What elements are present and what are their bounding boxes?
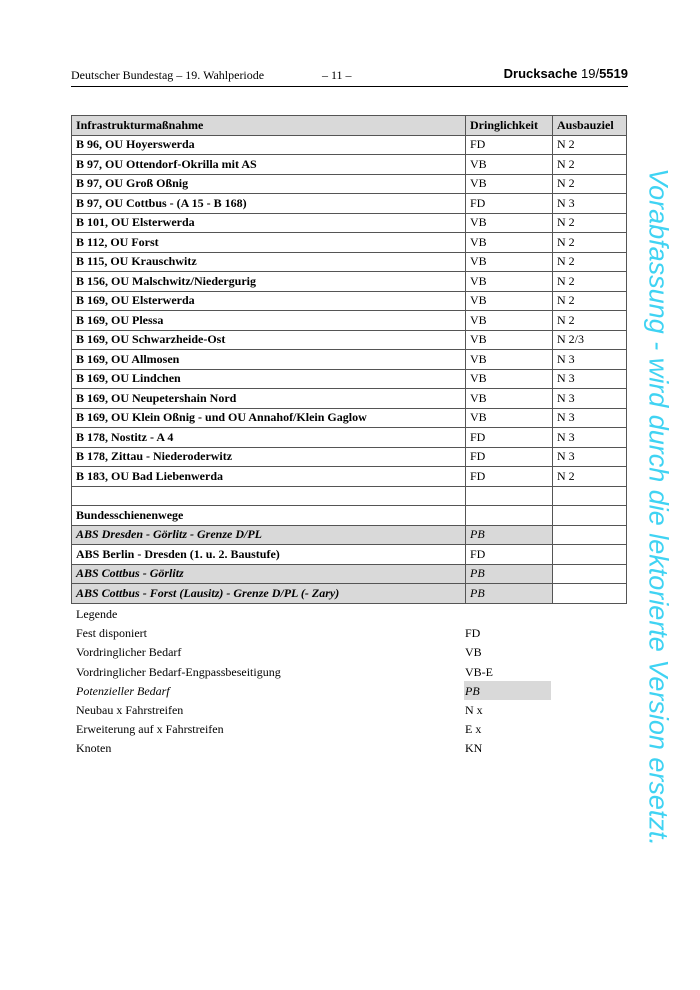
cell-urgency: VB — [466, 291, 553, 311]
cell-target: N 3 — [553, 389, 627, 409]
cell-target: N 2 — [553, 272, 627, 292]
legend-item — [71, 700, 627, 719]
legend-item — [71, 738, 627, 757]
cell-measure: B 178, Nostitz - A 4 — [72, 428, 466, 448]
page-number: – 11 – — [322, 68, 352, 82]
legend-item — [71, 719, 627, 738]
cell-urgency: VB — [466, 350, 553, 370]
legend-label: Potenzieller Bedarf — [76, 683, 170, 698]
cell-measure: ABS Dresden - Görlitz - Grenze D/PL — [72, 525, 466, 545]
table-empty-row — [72, 486, 627, 506]
column-header-urgency: Dringlichkeit — [466, 116, 553, 136]
cell-urgency: PB — [466, 564, 553, 584]
cell-target: N 2 — [553, 233, 627, 253]
cell-measure: B 169, OU Neupetershain Nord — [72, 389, 466, 409]
legend-code: KN — [465, 741, 483, 756]
cell-target: N 2 — [553, 135, 627, 155]
infrastructure-table — [71, 115, 627, 604]
cell-measure: B 169, OU Plessa — [72, 311, 466, 331]
table-row — [72, 564, 627, 584]
cell-measure: B 169, OU Lindchen — [72, 369, 466, 389]
legend-item — [71, 623, 627, 642]
table-row — [72, 525, 627, 545]
table-row — [72, 428, 627, 448]
cell-measure: ABS Berlin - Dresden (1. u. 2. Baustufe) — [72, 545, 466, 565]
cell-target: N 2 — [553, 291, 627, 311]
empty-cell — [72, 486, 466, 506]
empty-cell — [553, 506, 627, 526]
cell-urgency: FD — [466, 447, 553, 467]
legend-item — [71, 642, 627, 661]
cell-measure: B 112, OU Forst — [72, 233, 466, 253]
table-row — [72, 350, 627, 370]
cell-target — [553, 564, 627, 584]
cell-urgency: FD — [466, 135, 553, 155]
legend-label: Vordringlicher Bedarf — [76, 645, 182, 660]
cell-target: N 3 — [553, 350, 627, 370]
cell-measure: B 97, OU Groß Oßnig — [72, 174, 466, 194]
cell-target: N 2 — [553, 155, 627, 175]
table-row — [72, 584, 627, 604]
cell-measure: B 101, OU Elsterwerda — [72, 213, 466, 233]
cell-urgency: PB — [466, 584, 553, 604]
table-row — [72, 252, 627, 272]
cell-target: N 2 — [553, 467, 627, 487]
cell-target: N 2 — [553, 252, 627, 272]
cell-urgency: VB — [466, 155, 553, 175]
legend-label: Neubau x Fahrstreifen — [76, 702, 184, 717]
cell-measure: B 169, OU Allmosen — [72, 350, 466, 370]
table-row — [72, 545, 627, 565]
legend-item — [71, 662, 627, 681]
cell-target: N 3 — [553, 447, 627, 467]
table-row — [72, 272, 627, 292]
cell-urgency: FD — [466, 428, 553, 448]
cell-target — [553, 545, 627, 565]
table-row — [72, 174, 627, 194]
legend-code: VB-E — [465, 664, 493, 679]
column-header-target: Ausbauziel — [553, 116, 627, 136]
cell-measure: B 115, OU Krauschwitz — [72, 252, 466, 272]
cell-target — [553, 584, 627, 604]
table-row — [72, 389, 627, 409]
table-row — [72, 233, 627, 253]
table-row — [72, 447, 627, 467]
publication-title: Deutscher Bundestag – 19. Wahlperiode — [71, 68, 265, 82]
cell-target: N 3 — [553, 408, 627, 428]
table-section-row — [72, 506, 627, 526]
legend-label: Fest disponiert — [76, 626, 147, 641]
legend-title-row — [71, 604, 627, 623]
cell-measure: B 183, OU Bad Liebenwerda — [72, 467, 466, 487]
cell-target: N 2 — [553, 213, 627, 233]
legend-code: VB — [465, 645, 482, 660]
empty-cell — [466, 486, 553, 506]
legend-code: N x — [465, 702, 483, 717]
table-row — [72, 194, 627, 214]
document-number-prefix: 19/ — [581, 66, 600, 81]
table-row — [72, 330, 627, 350]
document-label: Drucksache — [503, 66, 578, 81]
table-row — [72, 311, 627, 331]
cell-urgency: PB — [466, 525, 553, 545]
cell-target: N 2 — [553, 311, 627, 331]
table-row — [72, 135, 627, 155]
cell-measure: B 169, OU Schwarzheide-Ost — [72, 330, 466, 350]
cell-urgency: FD — [466, 467, 553, 487]
legend-label: Erweiterung auf x Fahrstreifen — [76, 722, 224, 737]
cell-urgency: VB — [466, 330, 553, 350]
cell-urgency: VB — [466, 311, 553, 331]
empty-cell — [466, 506, 553, 526]
cell-measure: B 97, OU Cottbus - (A 15 - B 168) — [72, 194, 466, 214]
cell-urgency: VB — [466, 252, 553, 272]
table-row — [72, 291, 627, 311]
table-row — [72, 213, 627, 233]
cell-target: N 2 — [553, 174, 627, 194]
table-row — [72, 155, 627, 175]
cell-target: N 3 — [553, 194, 627, 214]
column-header-measure: Infrastrukturmaßnahme — [72, 116, 466, 136]
cell-urgency: VB — [466, 408, 553, 428]
legend-label: Vordringlicher Bedarf-Engpassbeseitigung — [76, 664, 281, 679]
cell-target: N 3 — [553, 369, 627, 389]
legend-code: FD — [465, 626, 481, 641]
document-number-value: 5519 — [599, 66, 628, 81]
cell-urgency: VB — [466, 272, 553, 292]
watermark-text: Vorabfassung - wird durch die lektorierte Version ersetzt. — [643, 168, 674, 846]
cell-urgency: VB — [466, 389, 553, 409]
cell-urgency: FD — [466, 194, 553, 214]
legend-code: PB — [465, 683, 480, 698]
cell-measure: B 169, OU Klein Oßnig - und OU Annahof/Klein Gaglow — [72, 408, 466, 428]
legend — [71, 604, 627, 758]
cell-target: N 3 — [553, 428, 627, 448]
empty-cell — [553, 486, 627, 506]
cell-urgency: FD — [466, 545, 553, 565]
cell-measure: B 97, OU Ottendorf-Okrilla mit AS — [72, 155, 466, 175]
cell-urgency: VB — [466, 174, 553, 194]
cell-urgency: VB — [466, 213, 553, 233]
legend-code: E x — [465, 722, 482, 737]
cell-target — [553, 525, 627, 545]
table-row — [72, 408, 627, 428]
cell-measure: ABS Cottbus - Görlitz — [72, 564, 466, 584]
document-number — [504, 66, 628, 81]
cell-measure: B 169, OU Elsterwerda — [72, 291, 466, 311]
section-heading-rail: Bundesschienenwege — [72, 506, 466, 526]
legend-label: Knoten — [76, 741, 112, 756]
page-header — [71, 68, 628, 87]
draft-watermark — [633, 107, 683, 907]
table-row — [72, 467, 627, 487]
cell-target: N 2/3 — [553, 330, 627, 350]
table-header-row — [72, 116, 627, 136]
legend-title: Legende — [76, 607, 118, 621]
table-row — [72, 369, 627, 389]
cell-urgency: VB — [466, 369, 553, 389]
cell-measure: B 178, Zittau - Niederoderwitz — [72, 447, 466, 467]
cell-measure: ABS Cottbus - Forst (Lausitz) - Grenze D/PL (- Zary) — [72, 584, 466, 604]
legend-item — [71, 681, 627, 700]
cell-urgency: VB — [466, 233, 553, 253]
cell-measure: B 156, OU Malschwitz/Niedergurig — [72, 272, 466, 292]
cell-measure: B 96, OU Hoyerswerda — [72, 135, 466, 155]
